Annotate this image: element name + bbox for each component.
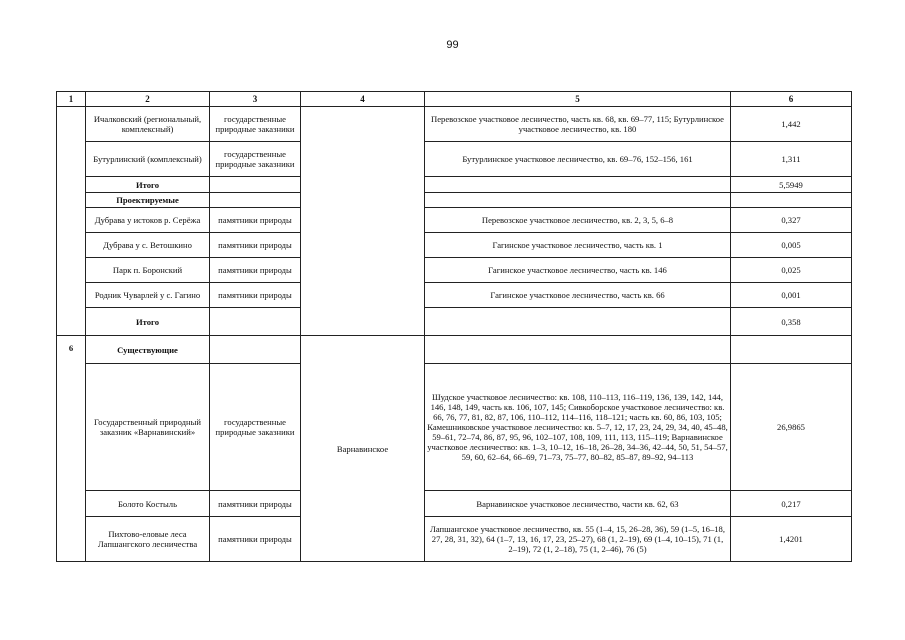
cell-name: Дубрава у с. Ветошкино [86,233,210,258]
cell-section-title: Проектируемые [86,193,210,208]
cell-location: Варнавинское участковое лесничество, части кв. 62, 63 [425,491,731,517]
section-row [57,336,852,364]
cell-category [210,193,301,208]
cell-location: Перевозское участковое лесничество, кв. 2, 3, 5, 6–8 [425,208,731,233]
table-row [57,107,852,142]
cell-location [425,308,731,336]
cell-area: 0,358 [731,308,852,336]
cell-category: памятники природы [210,208,301,233]
cell-area [731,193,852,208]
cell-location: Гагинское участковое лесничество, часть кв. 146 [425,258,731,283]
cell-area: 0,005 [731,233,852,258]
cell-area: 0,327 [731,208,852,233]
cell-name: Болото Костыль [86,491,210,517]
cell-category: памятники природы [210,258,301,283]
cell-section-title: Существующие [86,336,210,364]
cell-category: памятники природы [210,233,301,258]
cell-location: Гагинское участковое лесничество, часть кв. 1 [425,233,731,258]
cell-category [210,177,301,193]
cell-location [425,177,731,193]
cell-location: Шудское участковое лесничество: кв. 108, 110–113, 116–119, 136, 139, 142, 144, 146, 148, 149, часть кв. 106, 107, 145; Сивкоборское участковое лесничество: кв. 66, 76, 77, 81, 82, 87, 106, 110–112, 114–116, 118–121; часть кв. 60, 86, 103, 105; Камешниковское участковое лесничество: кв. 5–7, 12, 17, 23, 24, 29, 34, 40, 45–48, 59–61, 72–74, 86, 87, 95, 96, 102–107, 108, 109, 111, 113, 115–119; Варнавинское участковое лесничество: кв. 1–3, 10–12, 16–18, 26–28, 34–36, 42–44, 50, 51, 54–57, 59, 60, 62–64, 66–69, 71–73, 75–77, 80–82, 85–87, 89–92, 94–113 [425,364,731,491]
cell-row-number: 6 [57,336,86,562]
cell-area: 0,217 [731,491,852,517]
header-cell: 6 [731,92,852,107]
table-row [57,283,852,308]
subtotal-row [57,308,852,336]
cell-category: государственные природные заказники [210,107,301,142]
header-cell: 4 [301,92,425,107]
cell-category: памятники природы [210,283,301,308]
cell-area: 5,5949 [731,177,852,193]
cell-category [210,308,301,336]
table-header-row [57,92,852,107]
cell-col4 [301,107,425,336]
table-row [57,208,852,233]
cell-location: Лапшангское участковое лесничество, кв. 55 (1–4, 15, 26–28, 36), 59 (1–5, 16–18, 27, 28, 31, 32), 64 (1–7, 13, 16, 17, 23, 25–27), 68 (1, 2–19), 69 (1–4, 10–15), 71 (1, 2–19), 72 (1, 2–18), 75 (1, 2–46), 76 (5) [425,517,731,562]
cell-location: Перевозское участковое лесничество, часть кв. 68, кв. 69–77, 115; Бутурлинское участковое лесничество, кв. 180 [425,107,731,142]
cell-name: Родник Чуварлей у с. Гагино [86,283,210,308]
cell-area: 0,001 [731,283,852,308]
cell-name: Бутурлинский (комплексный) [86,142,210,177]
header-cell: 5 [425,92,731,107]
protected-areas-table [56,91,852,562]
cell-area: 1,4201 [731,517,852,562]
table-row [57,364,852,491]
cell-location: Бутурлинское участковое лесничество, кв. 69–76, 152–156, 161 [425,142,731,177]
cell-area: 1,311 [731,142,852,177]
header-cell: 3 [210,92,301,107]
cell-col1 [57,107,86,336]
table-row [57,233,852,258]
cell-location: Гагинское участковое лесничество, часть кв. 66 [425,283,731,308]
table-row [57,491,852,517]
cell-name: Ичалковский (региональный, комплексный) [86,107,210,142]
subtotal-row [57,177,852,193]
cell-category: государственные природные заказники [210,142,301,177]
cell-area: 26,9865 [731,364,852,491]
cell-area: 1,442 [731,107,852,142]
table-row [57,258,852,283]
cell-category [210,336,301,364]
cell-name: Дубрава у истоков р. Серёжа [86,208,210,233]
table-row [57,142,852,177]
cell-name: Пихтово-еловые леса Лапшангского лесничества [86,517,210,562]
header-cell: 1 [57,92,86,107]
cell-category: памятники природы [210,517,301,562]
header-cell: 2 [86,92,210,107]
section-row [57,193,852,208]
table-row [57,517,852,562]
cell-name: Парк п. Боронский [86,258,210,283]
cell-area [731,336,852,364]
cell-name: Итого [86,177,210,193]
cell-name: Итого [86,308,210,336]
cell-location [425,193,731,208]
cell-area: 0,025 [731,258,852,283]
cell-location [425,336,731,364]
cell-category: государственные природные заказники [210,364,301,491]
cell-category: памятники природы [210,491,301,517]
page-number: 99 [446,39,459,51]
cell-forestry: Варнавинское [301,336,425,562]
cell-name: Государственный природный заказник «Варнавинский» [86,364,210,491]
